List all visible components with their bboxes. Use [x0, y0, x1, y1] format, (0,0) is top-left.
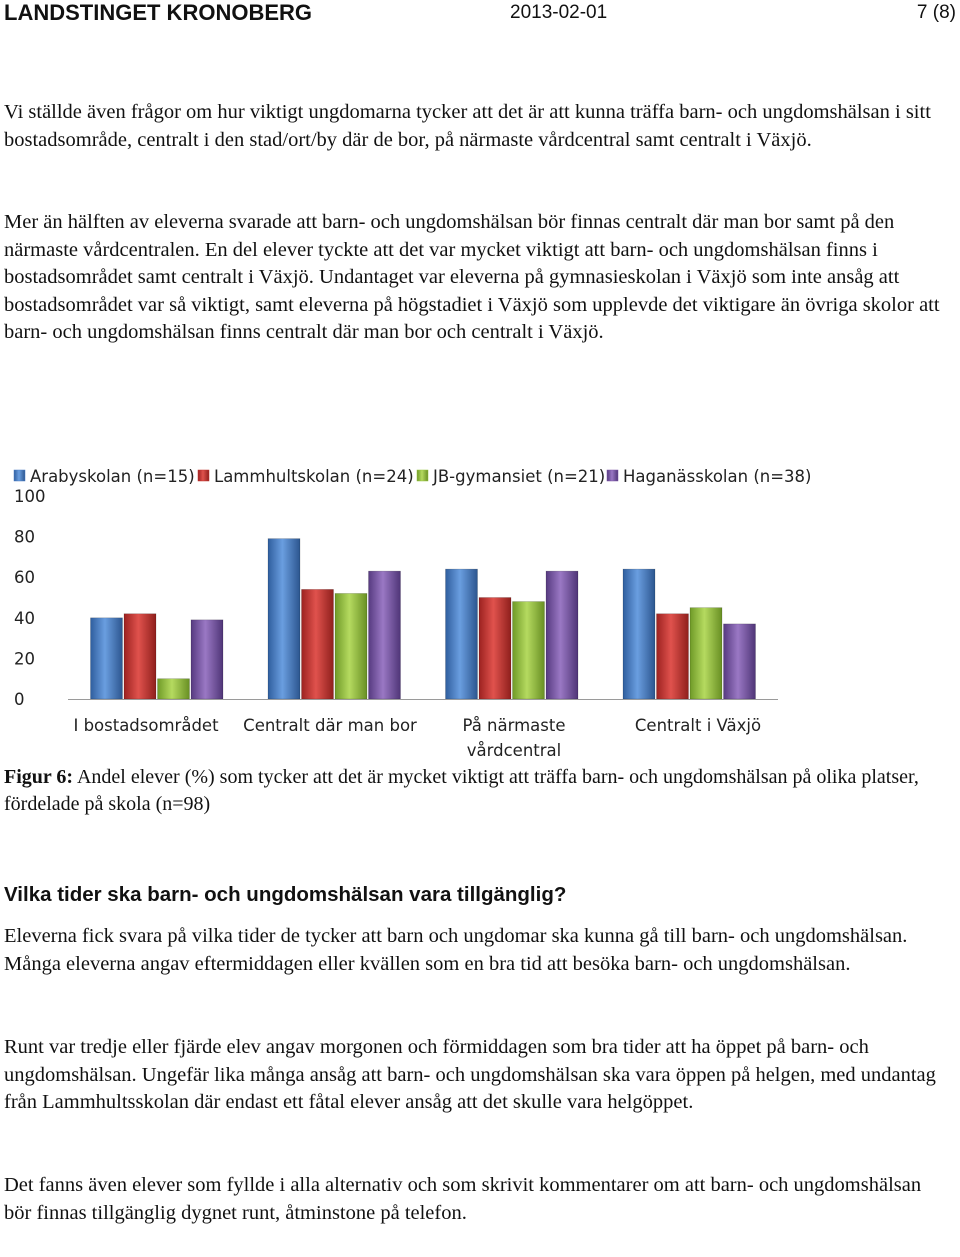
legend-swatch	[417, 470, 428, 481]
results-paragraph: Mer än hälften av eleverna svarade att barn- och ungdomshälsan bör finnas centralt där man bor samt på den närmaste vårdcentralen. En del elever tyckte att det var mycket viktigt att barn- och ungdomshälsan finns i bostadsområdet samt centralt i Växjö. Undantaget var eleverna på gymnasieskolan i Växjö som inte ansåg att bostadsområdet var så viktigt, samt eleverna på högstadiet i Växjö som upplevde det viktigare än övriga skolor att barn- och ungdomshälsan finns centralt där man bor och centralt i Växjö.	[4, 211, 940, 343]
x-axis	[68, 700, 778, 761]
legend-swatch	[198, 470, 209, 481]
bar-jb-gymansiet-1	[158, 679, 190, 699]
bar-lammhultskolan-3	[479, 598, 511, 700]
legend-label: Haganässkolan (n=38)	[623, 467, 812, 486]
legend-swatch	[14, 470, 25, 481]
y-tick-label: 100	[14, 487, 46, 506]
organization-name: LANDSTINGET KRONOBERG	[4, 0, 312, 25]
section-paragraph-1: Eleverna fick svara på vilka tider de tycker att barn och ungdomar ska kunna gå till barn- och ungdomshälsan. Många eleverna angav eftermiddagen eller kvällen som en bra tid att besöka barn- och ungdomshälsan.	[4, 925, 908, 975]
bar-arabyskolan-4	[623, 569, 655, 699]
intro-paragraph: Vi ställde även frågor om hur viktigt ungdomarna tycker att det är att kunna träffa barn- och ungdomshälsan i sitt bostadsområde, centralt i den stad/ort/by där de bor, på närmaste vårdcentral samt centralt i Växjö.	[4, 101, 931, 151]
document-date: 2013-02-01	[510, 2, 608, 23]
figure-caption	[4, 764, 944, 818]
legend-label: JB-gymansiet (n=21)	[433, 467, 606, 486]
y-tick-label: 40	[14, 608, 35, 628]
bar-arabyskolan-1	[91, 618, 123, 699]
bar-jb-gymansiet-2	[335, 593, 367, 699]
bar-arabyskolan-3	[446, 569, 478, 699]
x-tick-label: Centralt i Växjö	[634, 716, 762, 735]
y-tick-label: 60	[14, 568, 35, 588]
figure-caption-label: Figur 6:	[4, 766, 74, 788]
bar-lammhultskolan-4	[657, 614, 689, 699]
legend-swatch	[607, 470, 618, 481]
figure-caption-text: Andel elever (%) som tycker att det är mycket viktigt att träffa barn- och ungdomshälsan på olika platser, fördelade på skola (n=98)	[4, 766, 919, 815]
y-tick-label: 0	[14, 690, 25, 709]
bar-jb-gymansiet-3	[513, 602, 545, 699]
bar-arabyskolan-2	[268, 539, 300, 699]
bar-haganässkolan-4	[724, 624, 756, 699]
bar-haganässkolan-2	[369, 571, 401, 699]
section-paragraph-2: Runt var tredje eller fjärde elev angav morgonen och förmiddagen som bra tider att ha öppet på barn- och ungdomshälsan. Ungefär lika många ansåg att barn- och ungdomshälsan ska vara öppen på helgen, med undantag från Lammhultsskolan där endast ett fåtal elever ansåg att det skulle vara helgöppet.	[4, 1036, 936, 1113]
bar-jb-gymansiet-4	[690, 608, 722, 699]
legend-label: Lammhultskolan (n=24)	[214, 467, 414, 486]
y-tick-label: 80	[14, 527, 35, 547]
x-tick-label: Centralt där man bor	[243, 716, 417, 735]
y-axis	[14, 487, 46, 709]
legend-label: Arabyskolan (n=15)	[30, 467, 195, 486]
section-heading: Vilka tider ska barn- och ungdomshälsan vara tillgänglig?	[4, 883, 567, 906]
bar-series	[91, 539, 756, 699]
bar-chart	[0, 455, 960, 760]
bar-haganässkolan-1	[191, 620, 223, 699]
x-tick-label: På närmaste vårdcentral	[462, 716, 566, 760]
chart-legend	[14, 467, 811, 486]
page-header	[4, 0, 956, 30]
bar-haganässkolan-3	[546, 571, 578, 699]
bar-lammhultskolan-2	[302, 589, 334, 699]
section-paragraph-3: Det fanns även elever som fyllde i alla alternativ och som skrivit kommentarer om att barn- och ungdomshälsan bör finnas tillgänglig dygnet runt, åtminstone på telefon.	[4, 1174, 922, 1224]
page-number: 7 (8)	[916, 2, 956, 23]
y-tick-label: 20	[14, 649, 35, 669]
bar-lammhultskolan-1	[124, 614, 156, 699]
x-tick-label: I bostadsområdet	[73, 716, 219, 735]
